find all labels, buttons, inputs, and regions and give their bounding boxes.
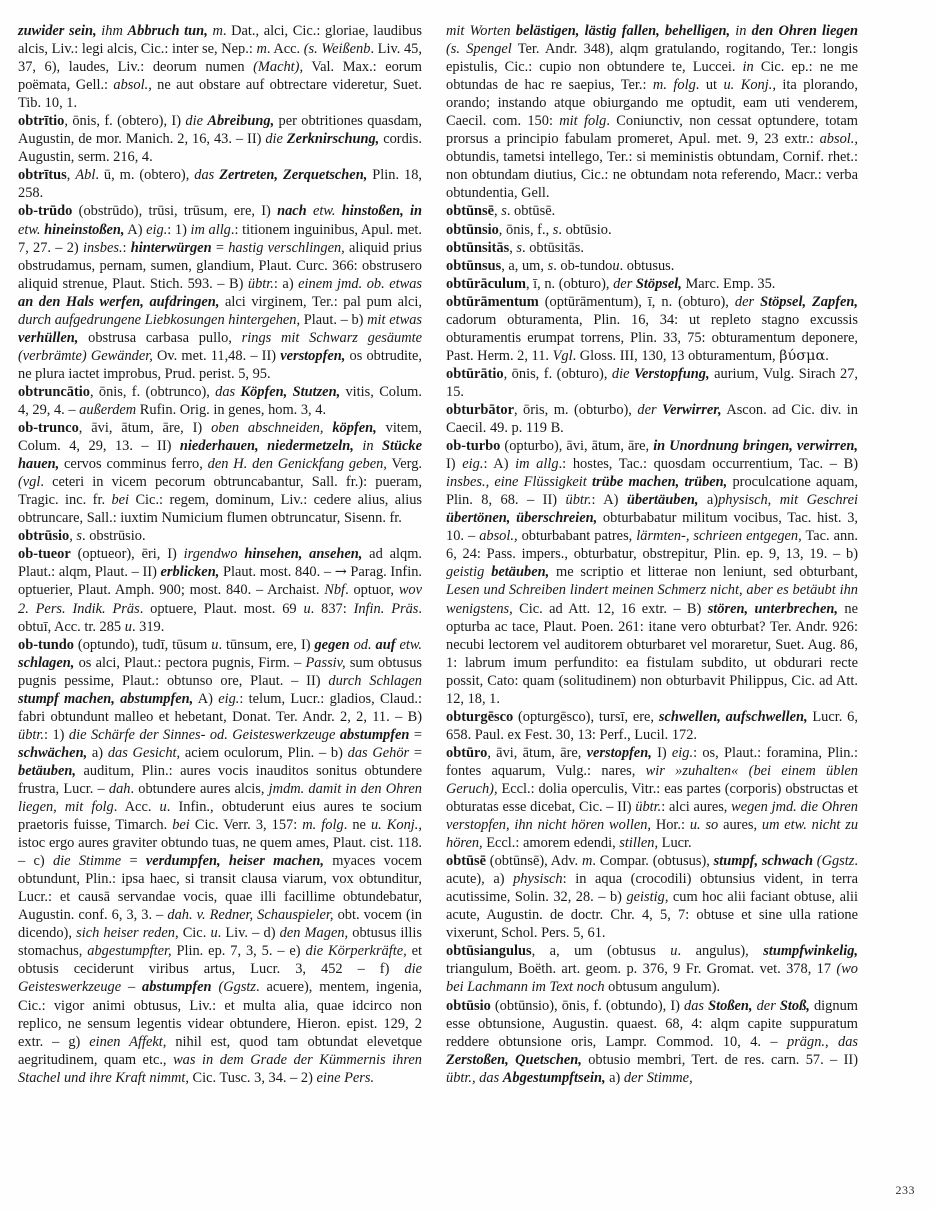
dictionary-entry: obtūrāculum, ī, n. (obturo), der Stöpsel, Marc. Emp. 35. [446, 275, 776, 292]
dictionary-entry: obtūsio (obtūnsio), ōnis, f. (obtundo), I) das Stoßen, der Stoß, dignum esse obtunsione, Augustin. quaest. 68, 4: alqm capite suppuratum reddere obtunsione oris, Lampr. Commod. 10, 4. – prägn., das Zerstoßen, Quetschen, obtusio membri, Tert. de res. carn. 57. – II) übtr., das Abgestumpftsein, a) der Stimme, [446, 997, 858, 1086]
dictionary-entry: obtūro, āvi, ātum, āre, verstopfen, I) eig.: os, Plaut.: foramina, Plin.: fontes aquarum, Vulg.: nares, wir »zuhalten« (bei einem üblen Geruch), Eccl.: dolia operculis, Vitr.: eas partes (corporis) obstructas et obturatas esse dicebat, Cic. – II) übtr.: alci aures, wegen jmd. die Ohren verstopfen, ihn nicht hören wollen, Hor.: u. so aures, um etw. nicht zu hören, Eccl.: amorem edendi, stillen, Lucr. [446, 744, 859, 852]
dictionary-entry: obturbātor, ōris, m. (obturbo), der Verwirrer, Ascon. ad Cic. div. in Caecil. 49. p. 119 B. [446, 401, 858, 437]
dictionary-entry: obturgēsco (opturgēsco), tursī, ere, schwellen, aufschwellen, Lucr. 6, 658. Paul. ex Fest. 30, 13: Perf., Lucil. 172. [446, 708, 858, 743]
dictionary-entry: obtūnsus, a, um, s. ob-tundou. obtusus. [446, 257, 675, 274]
dictionary-entry: ob-trunco, āvi, ātum, āre, I) oben abschneiden, köpfen, vitem, Colum. 4, 29, 13. – II) niederhauen, niedermetzeln, in Stücke hauen, cervos comminus ferro, den H. den Genickfang geben, Verg. (vgl. ceteri in vicem pecorum obtruncabantur, Sall. fr.): pueram, Tragic. inc. fr. bei Cic.: regem, dominum, Liv.: cedere alius, alius obtruncare, Sall.: iuxtim Numicium flumen obtruncatur, Sisenn. fr. [18, 420, 423, 527]
dictionary-entry: obtūsē (obtūnsē), Adv. m. Compar. (obtusus), stumpf, schwach (Ggstz. acute), a) physisch: in aqua (crocodili) obtunsius vident, in terra acutissime, Solin. 32, 28. – b) geistig, cum hoc alii faciant obtuse, alii acute, Augustin. de doctr. Chr. 4, 5, 7: obtuse et sine ulla ratione vixerunt, Schol. Pers. 5, 61. [446, 853, 858, 942]
dictionary-entry: obtūnsio, ōnis, f., s. obtūsio. [446, 221, 612, 238]
dictionary-entry: ob-tueor (optueor), ēri, I) irgendwo hinsehen, ansehen, ad alqm. Plaut.: alqm, Plaut. – II) erblicken, Plaut. most. 840. – → Parag. Infin. optuerier, Plaut. Amph. 900; most. 840. – Archaist. Nbf. optuor, wov 2. Pers. Indik. Präs. optuere, Plaut. most. 69 u. 837: Infin. Präs. obtuī, Acc. tr. 285 u. 319. [18, 546, 422, 635]
entry-continuation: zuwider sein, ihm Abbruch tun, m. Dat., alci, Cic.: gloriae, laudibus alcis, Liv.: legi alcis, Cic.: inter se, Nep.: m. Acc. (s. Weißenb. Liv. 45, 37, 6), laudes, Liv.: deorum numen (Macht), Val. Max.: eorum poëmata, Gell.: absol., ne aut obstare auf obtrectare videretur, Suet. Tib. 10, 1. [18, 23, 422, 112]
left-column [18, 22, 422, 1087]
dictionary-entry: ob-turbo (opturbo), āvi, ātum, āre, in Unordnung bringen, verwirren, I) eig.: A) im allg.: hostes, Tac.: quosdam occurrentium, Tac. – B) insbes., eine Flüssigkeit trübe machen, trüben, proculcatione aquam, Plin. 8, 68. – II) übtr.: A) übertäuben, a)physisch, mit Geschrei übertönen, überschreien, obturbabatur militum vocibus, Tac. hist. 3, 10. – absol., obturbabant patres, lärmten-, schrieen entgegen, Tac. ann. 6, 24: Pass. impers., obturbatur, obstrepitur, Plin. ep. 9, 13, 19. – b) geistig betäuben, me scriptio et litterae non leniunt, sed obturbant, Lesen und Schreiben lindert meinen Schmerz nicht, aber es betäubt ihn wenigstens, Cic. ad Att. 12, 16 extr. – B) stören, unterbrechen, ne opturba ac tace, Plaut. Poen. 261: itane vero obturbat? Ter. Andr. 926: necubi lectorem vel auditorem obturbaret vel moraretur, Suet. Aug. 86, 1: labrum imum perfundito: ea fistulam subdito, ut obdurari recte possit, Cato: quam (solitudinem) non obturbavit Philippus, Cic. ad Att. 12, 18, 1. [446, 438, 859, 707]
page-columns [18, 22, 917, 1162]
dictionary-entry: obtūsiangulus, a, um (obtusus u. angulus), stumpfwinkelig, triangulum, Boëth. art. geom. p. 376, 9 Fr. Gromat. vet. 378, 17 (wo bei Lachmann im Text noch obtusum angulum). [446, 943, 858, 996]
entry-continuation: mit Worten belästigen, lästig fallen, behelligen, in den Ohren liegen (s. Spengel Ter. Andr. 348), alqm gratulando, rogitando, Ter.: longis epistulis, Cic.: cupio non obtundere te, Luccei. in Cic. ep.: ne me obtundas de hac re saepius, Ter.: m. folg. ut u. Konj., ita plorando, orando; instando atque obiurgando me optudit, eam uti venderem, Caecil. com. 150: mit folg. Coniunctiv, non cessat optundere, totam prorsus a principio fabulam promeret, Apul. met. 9, 23 extr.: absol., obtundis, tametsi intellego, Ter.: si meministis obtundam, Cornif. rhet.: non obtundam diutius, Cic.: ne obtundam nota referendo, Macr.: verba obtundentia, Gell. [446, 23, 858, 202]
dictionary-entry: obtrītio, ōnis, f. (obtero), I) die Abreibung, per obtritiones quasdam, Augustin, de mor. Manich. 2, 16, 43. – II) die Zerknirschung, cordis. Augustin, serm. 216, 4. [18, 113, 422, 166]
dictionary-entry: obtūnsitās, s. obtūsitās. [446, 239, 584, 256]
dictionary-entry: ob-tundo (optundo), tudī, tūsum u. tūnsum, ere, I) gegen od. auf etw. schlagen, os alci, Plaut.: pectora pugnis, Firm. – Passiv, sum obtusus pugnis pessime, Plaut.: obtunso ore, Plaut. – II) durch Schlagen stumpf machen, abstumpfen, A) eig.: telum, Lucr.: gladios, Claud.: fabri obtundunt malleo et hebetant, Donat. Ter. Andr. 2, 2, 11. – B) übtr.: 1) die Schärfe der Sinnes- od. Geisteswerkzeuge abstumpfen = schwächen, a) das Gesicht, aciem oculorum, Plin. – b) das Gehör = betäuben, auditum, Plin.: aures vocis inauditos sonitus obtundere frustra, Lucr. – dah. obtundere aures alcis, jmdm. damit in den Ohren liegen, mit folg. Acc. u. Infin., obtuderunt eius aures te socium praetoris fuisse, Timarch. bei Cic. Verr. 3, 157: m. folg. ne u. Konj., istoc ergo aures graviter obtundo tuas, ne quem ames, Plaut. cist. 118. – c) die Stimme = verdumpfen, heiser machen, myaces vocem obtundunt, Plin.: ipsa haec, si transit clausa viarum, vox obtunditur, Lucr.: et causā servandae vocis, quae illi facillime obtundebatur, Augustin. conf. 6, 3, 3. – dah. v. Redner, Schauspieler, obt. vocem (in dicendo), sich heiser reden, Cic. u. Liv. – d) den Magen, obtusus illis stomachus, abgestumpfter, Plin. ep. 7, 3, 5. – e) die Körperkräfte, et obtusis ceciderunt viribus artus, Lucr. 3, 452 – f) die Geisteswerkzeuge – abstumpfen (Ggstz. acuere), mentem, ingenia, Cic.: vigor animi obtusus, Liv.: et multa alia, quae idcirco non replico, ne sensum legentis videar obtundere, Hieron. epist. 129, 2 extr. – g) einen Affekt, nihil est, quod tam obtundat elevetque aegritudinem, quam etc., was in dem Grade der Kümmernis ihren Stachel und ihre Kraft nimmt, Cic. Tusc. 3, 34. – 2) eine Pers. [18, 636, 423, 1086]
dictionary-entry: ob-trūdo (obstrūdo), trūsi, trūsum, ere, I) nach etw. hinstoßen, in etw. hineinstoßen, A) eig.: 1) im allg.: titionem inguinibus, Apul. met. 7, 27. – 2) insbes.: hinterwürgen = hastig verschlingen, aliquid prius obstrudamus, pernam, sumen, glandium, Plaut. Curc. 366: obstrusero aliquid strenue, Plaut. Stich. 593. – B) übtr.: a) einem jmd. ob. etwas an den Hals werfen, aufdringen, alci virginem, Ter.: pal pum alci, durch aufgedrungene Liebkosungen hintergehen, Plaut. – b) mit etwas verhüllen, obstrusa carbasa pullo, rings mit Schwarz gesäumte (verbrämte) Gewänder, Ov. met. 11,48. – II) verstopfen, os obtrudite, ne plura iactet improbus, Prud. perist. 5, 95. [18, 203, 423, 382]
page-number: 233 [895, 1183, 915, 1197]
dictionary-entry: obtūrātio, ōnis, f. (obturo), die Verstopfung, aurium, Vulg. Sirach 27, 15. [446, 365, 858, 400]
dictionary-entry: obtruncātio, ōnis, f. (obtrunco), das Köpfen, Stutzen, vitis, Colum. 4, 29, 4. – außerdem Rufin. Orig. in genes, hom. 3, 4. [18, 383, 422, 418]
dictionary-entry: obtūnsē, s. obtūsē. [446, 203, 556, 220]
right-column [446, 22, 858, 1087]
dictionary-entry: obtrītus, Abl. ū, m. (obtero), das Zertreten, Zerquetschen, Plin. 18, 258. [18, 167, 422, 202]
dictionary-entry: obtrūsio, s. obstrūsio. [18, 528, 146, 545]
dictionary-entry: obtūrāmentum (optūrāmentum), ī, n. (obturo), der Stöpsel, Zapfen, cadorum obturamenta, Plin. 16, 34: ut repleto stagno excussis obturamentis erumpat torrens, Plin. 33, 75: obturamentum deponere, Past. Herm. 2, 11. Vgl. Gloss. III, 130, 13 obturamentum, βύσμα. [446, 293, 858, 364]
